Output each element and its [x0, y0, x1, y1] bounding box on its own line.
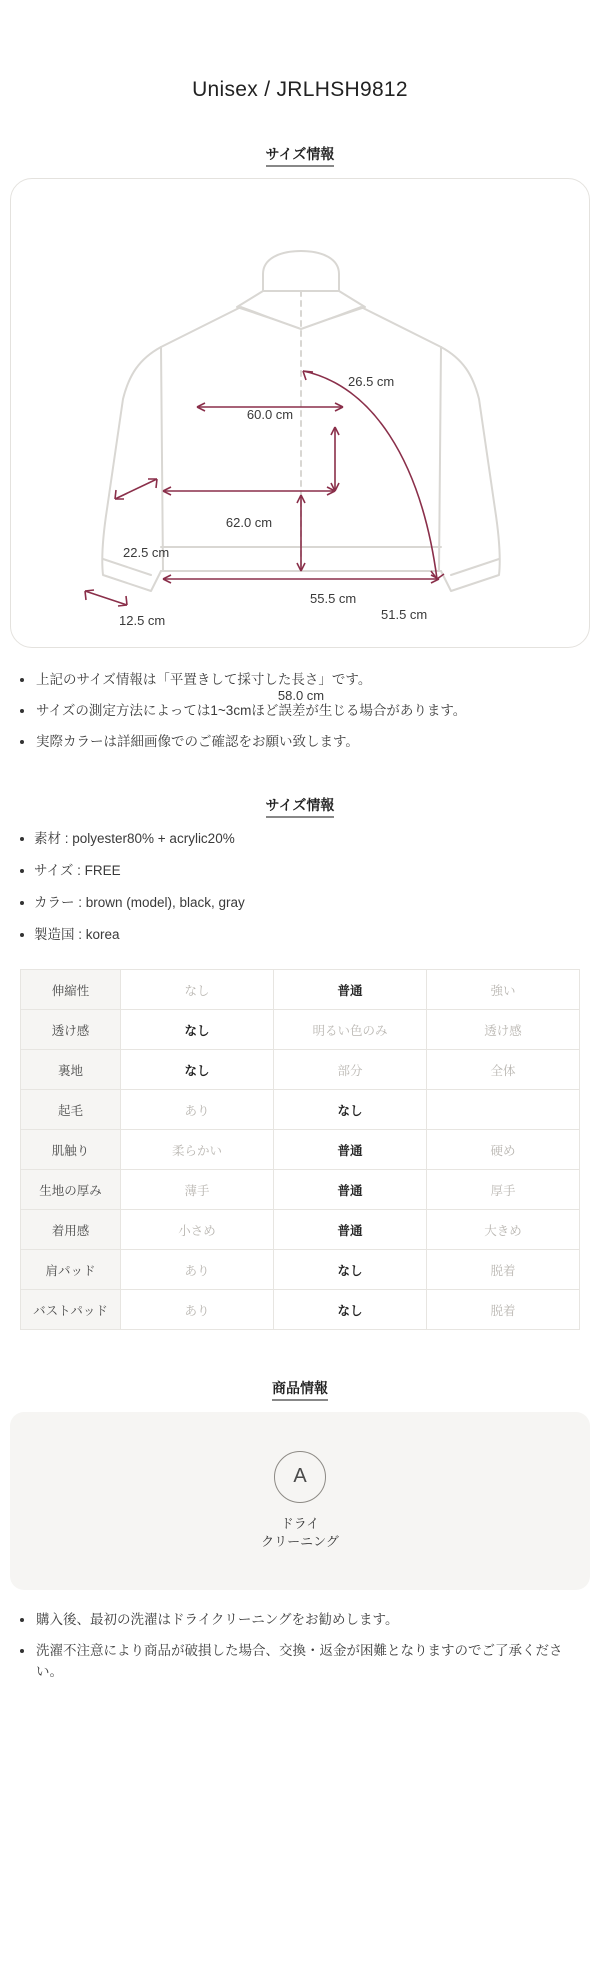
size-notes-list: [0, 670, 600, 753]
attr-option: 部分: [274, 1050, 427, 1090]
size-note: サイズの測定方法によっては1~3cmほど誤差が生じる場合があります。: [34, 701, 574, 722]
attr-label: 肌触り: [21, 1130, 121, 1170]
attr-option: 小さめ: [121, 1210, 274, 1250]
attr-option: なし: [274, 1250, 427, 1290]
attr-label: 裏地: [21, 1050, 121, 1090]
measure-sleeve-length: 51.5 cm: [381, 607, 428, 622]
attr-option: 普通: [274, 970, 427, 1010]
attr-option: なし: [274, 1090, 427, 1130]
attr-option: 硬め: [427, 1130, 580, 1170]
spec-list: [0, 829, 600, 946]
attr-option: 厚手: [427, 1170, 580, 1210]
attr-option: なし: [121, 970, 274, 1010]
attr-label: 生地の厚み: [21, 1170, 121, 1210]
table-row: [21, 1210, 580, 1250]
measure-cuff: 12.5 cm: [119, 613, 166, 628]
table-row: [21, 1050, 580, 1090]
attr-option: 脱着: [427, 1250, 580, 1290]
measure-armhole: 22.5 cm: [123, 545, 170, 560]
table-row: [21, 1290, 580, 1330]
attr-label: 伸縮性: [21, 970, 121, 1010]
attr-label: 着用感: [21, 1210, 121, 1250]
product-notes-list: [0, 1610, 600, 1733]
care-label: [261, 1515, 339, 1553]
attr-option: あり: [121, 1090, 274, 1130]
attr-option: 普通: [274, 1130, 427, 1170]
spec-item: サイズ : FREE: [34, 861, 574, 882]
spec-item: 製造国 : korea: [34, 925, 574, 946]
size-section-heading-text: サイズ情報: [266, 146, 335, 167]
detail-section-heading: [0, 795, 600, 815]
table-row: [21, 970, 580, 1010]
measure-sleeve-opening: 26.5 cm: [348, 374, 395, 389]
table-row: [21, 1010, 580, 1050]
attr-option: あり: [121, 1290, 274, 1330]
product-note: 洗濯不注意により商品が破損した場合、交換・返金が困難となりますのでご了承ください。: [34, 1641, 574, 1683]
attr-option: 薄手: [121, 1170, 274, 1210]
dry-clean-icon: [274, 1451, 326, 1503]
attribute-table: [20, 969, 580, 1330]
size-note: 上記のサイズ情報は「平置きして採寸した長さ」です。: [34, 670, 574, 691]
spec-item: 素材 : polyester80% + acrylic20%: [34, 829, 574, 850]
spec-item: カラー : brown (model), black, gray: [34, 893, 574, 914]
attr-option: 全体: [427, 1050, 580, 1090]
measure-length: 55.5 cm: [310, 591, 357, 606]
table-row: [21, 1250, 580, 1290]
attr-label: 肩パッド: [21, 1250, 121, 1290]
attr-option: 透け感: [427, 1010, 580, 1050]
attr-label: バストパッド: [21, 1290, 121, 1330]
care-instruction-panel: [10, 1412, 590, 1590]
product-note: 購入後、最初の洗濯はドライクリーニングをお勧めします。: [34, 1610, 574, 1631]
attr-label: 透け感: [21, 1010, 121, 1050]
care-label-line1: ドライ: [280, 1515, 320, 1531]
attr-option: 柔らかい: [121, 1130, 274, 1170]
attr-option: [427, 1090, 580, 1130]
attr-label: 起毛: [21, 1090, 121, 1130]
attr-option: あり: [121, 1250, 274, 1290]
attr-option: 大きめ: [427, 1210, 580, 1250]
attr-option: 普通: [274, 1210, 427, 1250]
measure-shoulder: 60.0 cm: [246, 407, 294, 422]
table-row: [21, 1090, 580, 1130]
care-label-line2: クリーニング: [261, 1534, 339, 1550]
attr-option: 脱着: [427, 1290, 580, 1330]
attr-option: 明るい色のみ: [274, 1010, 427, 1050]
table-row: [21, 1170, 580, 1210]
attr-option: なし: [274, 1290, 427, 1330]
product-section-heading: [0, 1378, 600, 1398]
size-note: 実際カラーは詳細画像でのご確認をお願い致します。: [34, 732, 574, 753]
table-row: [21, 1130, 580, 1170]
attr-option: なし: [121, 1010, 274, 1050]
attr-option: 強い: [427, 970, 580, 1010]
attr-option: なし: [121, 1050, 274, 1090]
size-section-heading: [0, 144, 600, 164]
dry-clean-symbol: A: [293, 1465, 307, 1488]
page-title: Unisex / JRLHSH9812: [192, 78, 408, 101]
attr-option: 普通: [274, 1170, 427, 1210]
product-section-heading-text: 商品情報: [272, 1380, 328, 1401]
measure-chest: 62.0 cm: [225, 515, 273, 530]
detail-section-heading-text: サイズ情報: [266, 797, 335, 818]
measure-hem: 58.0 cm: [277, 688, 325, 703]
